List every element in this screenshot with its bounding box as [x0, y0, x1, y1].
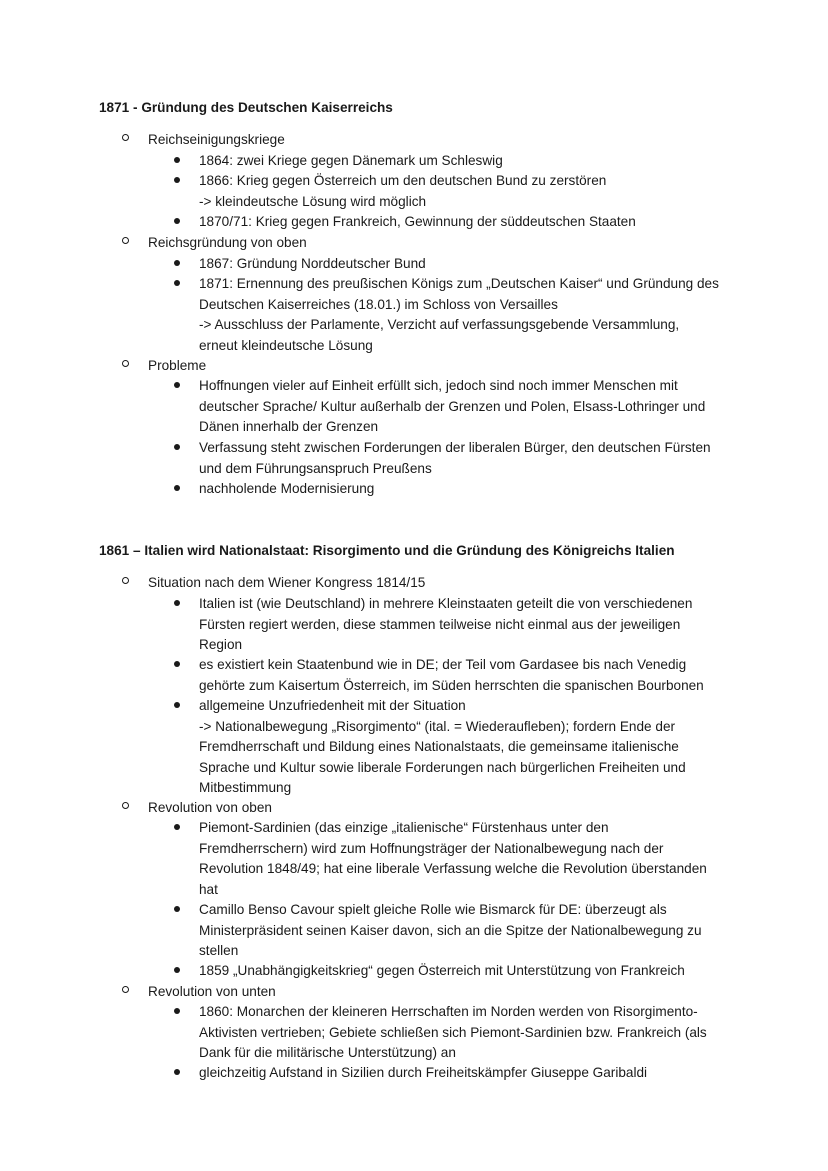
bullet-icon — [174, 260, 180, 266]
outline-label: Reichsgründung von oben — [148, 235, 307, 250]
bullet-text: Hoffnungen vieler auf Einheit erfüllt sich, jedoch sind noch immer Menschen mit — [199, 378, 678, 393]
hollow-bullet-icon — [122, 802, 129, 809]
bullet-icon — [174, 1008, 180, 1014]
hollow-bullet-icon — [122, 577, 129, 584]
bullet-text: 1867: Gründung Norddeutscher Bund — [199, 256, 426, 271]
bullet-text: gleichzeitig Aufstand in Sizilien durch Freiheitskämpfer Giuseppe Garibaldi — [199, 1065, 648, 1080]
bullet-icon — [174, 906, 180, 912]
bullet-icon — [174, 157, 180, 163]
bullet-icon — [174, 967, 180, 973]
bullet-text: 1859 „Unabhängigkeitskrieg“ gegen Österreich mit Unterstützung von Frankreich — [199, 963, 685, 978]
section-heading: 1861 – Italien wird Nationalstaat: Risorgimento und die Gründung des Königreichs Italien — [99, 543, 675, 558]
bullet-text: 1866: Krieg gegen Österreich um den deutschen Bund zu zerstören — [199, 173, 607, 188]
bullet-icon — [174, 177, 180, 183]
bullet-text: und dem Führungsanspruch Preußens — [199, 460, 432, 476]
outline-label: Revolution von unten — [148, 984, 276, 999]
bullet-icon — [174, 485, 180, 491]
bullet-text: Dänen innerhalb der Grenzen — [199, 419, 379, 434]
bullet-text: -> kleindeutsche Lösung wird möglich — [199, 193, 427, 209]
bullet-icon — [174, 824, 180, 830]
bullet-text: Verfassung steht zwischen Forderungen der liberalen Bürger, den deutschen Fürsten — [199, 440, 711, 455]
bullet-icon — [174, 444, 180, 450]
hollow-bullet-icon — [122, 360, 129, 367]
hollow-bullet-icon — [122, 986, 129, 993]
bullet-text: es existiert kein Staatenbund wie in DE; der Teil vom Gardasee bis nach Venedig — [199, 657, 687, 672]
bullet-icon — [174, 280, 180, 286]
bullet-text: stellen — [199, 943, 239, 958]
bullet-text: Region — [199, 637, 243, 652]
bullet-text: Mitbestimmung — [199, 780, 292, 795]
bullet-text: nachholende Modernisierung — [199, 481, 375, 496]
bullet-text: 1870/71: Krieg gegen Frankreich, Gewinnung der süddeutschen Staaten — [199, 214, 636, 229]
bullet-icon — [174, 218, 180, 224]
bullet-icon — [174, 382, 180, 388]
bullet-text: Revolution 1848/49; hat eine liberale Verfassung welche die Revolution überstanden — [199, 861, 707, 876]
outline-label: Probleme — [148, 358, 207, 373]
bullet-text: 1871: Ernennung des preußischen Königs zum „Deutschen Kaiser“ und Gründung des — [199, 276, 719, 291]
bullet-text: gehörte zum Kaisertum Österreich, im Süden herrschten die spanischen Bourbonen — [199, 677, 704, 693]
bullet-text: hat — [199, 881, 218, 897]
bullet-icon — [174, 600, 180, 606]
bullet-text: Deutschen Kaiserreiches (18.01.) im Schloss von Versailles — [199, 296, 558, 312]
outline-label: Revolution von oben — [148, 800, 272, 815]
bullet-text: Sprache und Kultur sowie liberale Forderungen nach bürgerlichen Freiheiten und — [199, 759, 686, 775]
outline-label: Reichseinigungskriege — [148, 132, 285, 147]
bullet-text: Italien ist (wie Deutschland) in mehrere Kleinstaaten geteilt die von verschiedenen — [199, 596, 693, 611]
bullet-icon — [174, 702, 180, 708]
bullet-text: deutscher Sprache/ Kultur außerhalb der Grenzen und Polen, Elsass-Lothringer und — [199, 398, 706, 414]
bullet-text: -> Ausschluss der Parlamente, Verzicht auf verfassungsgebende Versammlung, — [199, 317, 680, 332]
bullet-text: Fürsten regiert werden, diese stammen teilweise nicht einmal aus der jeweiligen — [199, 616, 681, 632]
outline-label: Situation nach dem Wiener Kongress 1814/15 — [148, 575, 426, 590]
bullet-text: Fremdherrschern) wird zum Hoffnungsträger der Nationalbewegung nach der — [199, 840, 664, 856]
bullet-text: Dank für die militärische Unterstützung) an — [199, 1045, 456, 1060]
bullet-text: erneut kleindeutsche Lösung — [199, 337, 373, 353]
bullet-text: Camillo Benso Cavour spielt gleiche Rolle wie Bismarck für DE: überzeugt als — [199, 902, 667, 917]
bullet-icon — [174, 661, 180, 667]
hollow-bullet-icon — [122, 134, 129, 141]
bullet-icon — [174, 1069, 180, 1075]
bullet-text: 1864: zwei Kriege gegen Dänemark um Schleswig — [199, 153, 503, 168]
bullet-text: Ministerpräsident seinen Kaiser davon, sich an die Spitze der Nationalbewegung zu — [199, 922, 702, 938]
hollow-bullet-icon — [122, 237, 129, 244]
bullet-text: Fremdherrschaft und Bildung eines Nationalstaats, die gemeinsame italienische — [199, 739, 679, 754]
bullet-text: allgemeine Unzufriedenheit mit der Situation — [199, 698, 466, 713]
bullet-text: Piemont-Sardinien (das einzige „italienische“ Fürstenhaus unter den — [199, 820, 609, 835]
section-heading: 1871 - Gründung des Deutschen Kaiserreichs — [99, 100, 393, 115]
bullet-text: Aktivisten vertrieben; Gebiete schließen sich Piemont-Sardinien bzw. Frankreich (als — [199, 1024, 707, 1040]
bullet-text: 1860: Monarchen der kleineren Herrschaften im Norden werden von Risorgimento- — [199, 1004, 698, 1019]
bullet-text: -> Nationalbewegung „Risorgimento“ (ital. = Wiederaufleben); fordern Ende der — [199, 718, 676, 734]
